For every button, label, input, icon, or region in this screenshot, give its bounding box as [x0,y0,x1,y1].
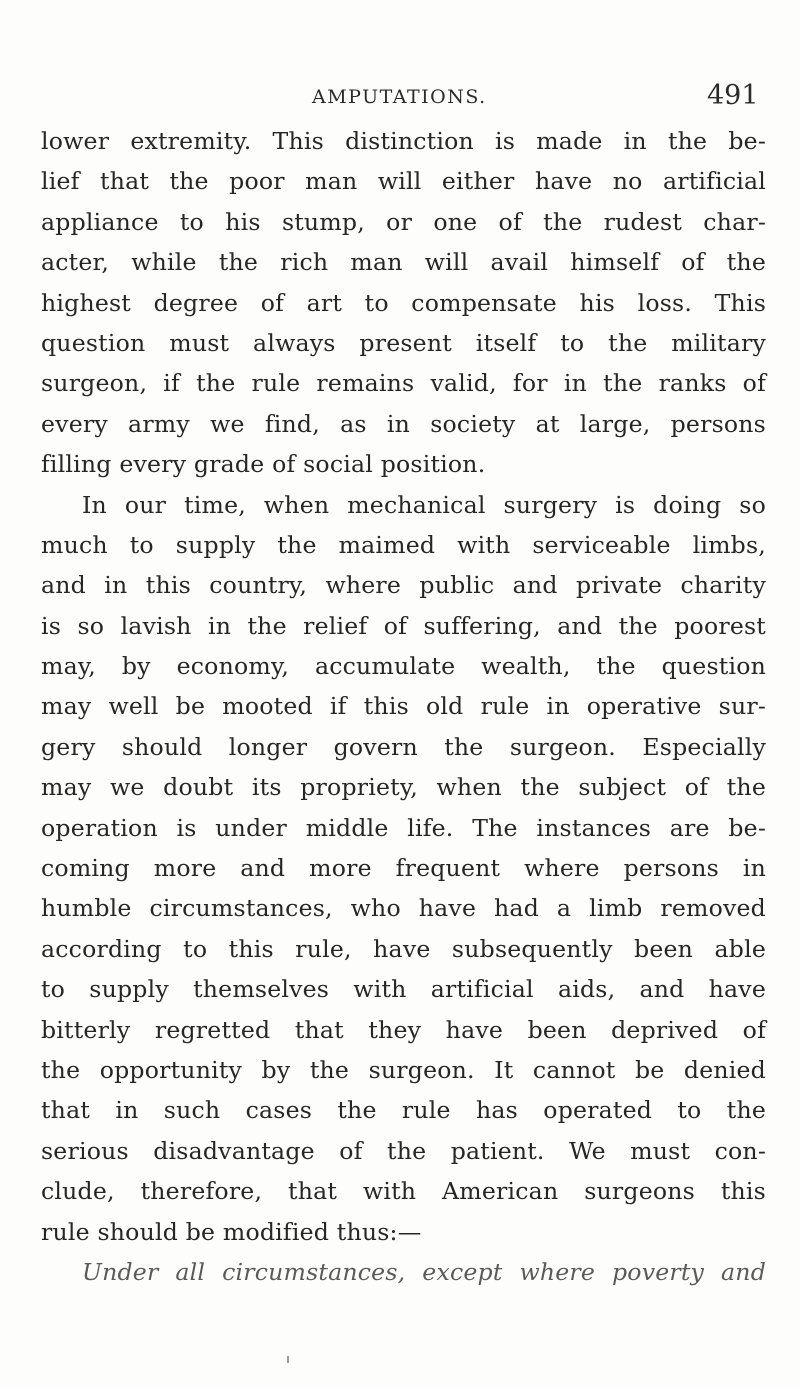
body-text [41,121,766,1292]
text-line: may we doubt its propriety, when the subject of the [41,773,766,802]
text-line: highest degree of art to compensate his loss. This [41,288,766,317]
text-line: to supply themselves with artificial aids, and have [41,975,766,1004]
text-line: clude, therefore, that with American surgeons this [41,1177,766,1206]
text-line: serious disadvantage of the patient. We must con- [41,1136,766,1165]
text-line: the opportunity by the surgeon. It cannot be denied [41,1055,766,1084]
page-header [0,80,800,120]
text-line: humble circumstances, who have had a limb removed [41,894,766,923]
text-line: much to supply the maimed with serviceable limbs, [41,530,766,559]
text-line: coming more and more frequent where persons in [41,854,766,883]
text-line: bitterly regretted that they have been deprived of [41,1015,766,1044]
text-line: surgeon, if the rule remains valid, for in the ranks of [41,369,766,398]
text-line: may well be mooted if this old rule in operative sur- [41,692,766,721]
running-head: AMPUTATIONS. [312,86,487,108]
paragraph-end-line: filling every grade of social position. [41,450,486,479]
text-line: gery should longer govern the surgeon. Especially [41,732,766,761]
paper-speck [287,1356,289,1363]
text-line: lower extremity. This distinction is made in the be- [41,127,766,155]
text-line: and in this country, where public and private charity [41,571,766,600]
text-line: appliance to his stump, or one of the rudest char- [41,207,766,236]
text-line: may, by economy, accumulate wealth, the question [41,652,766,681]
italic-rule-line: Under all circumstances, except where poverty and [82,1257,766,1286]
text-line: according to this rule, have subsequently been able [41,934,766,963]
page-number: 491 [707,80,759,111]
text-line: question must always present itself to the military [41,328,766,357]
paragraph-end-line: rule should be modified thus:— [41,1217,422,1246]
text-line: that in such cases the rule has operated to the [41,1096,766,1125]
text-line: acter, while the rich man will avail himself of the [41,248,766,277]
text-line: every army we find, as in society at large, persons [41,409,766,438]
text-line: operation is under middle life. The instances are be- [41,813,766,842]
text-line: lief that the poor man will either have no artificial [41,167,766,196]
paragraph-start-line: In our time, when mechanical surgery is doing so [82,490,766,519]
text-line: is so lavish in the relief of suffering, and the poorest [41,611,766,640]
